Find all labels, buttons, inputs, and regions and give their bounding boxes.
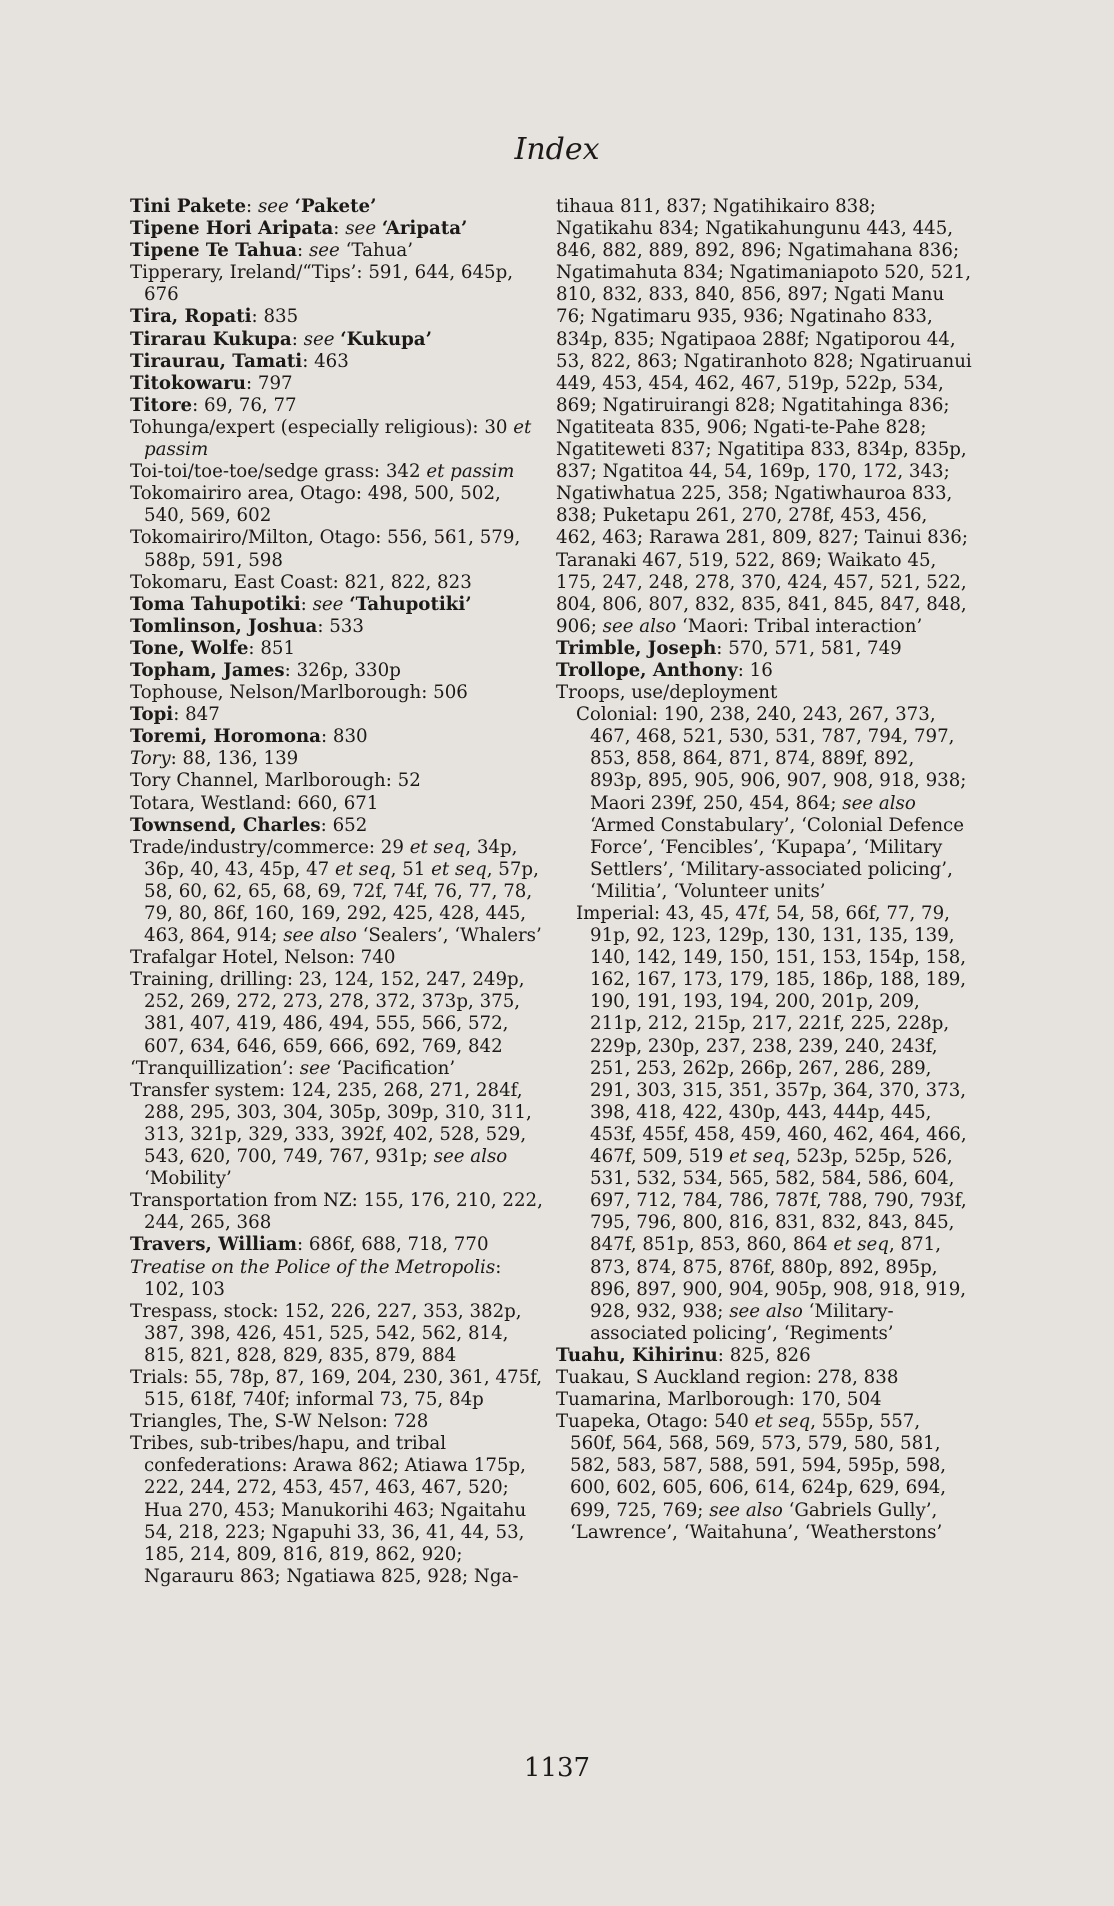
entry-text: Colonial: 190, 238, 240, 243, 267, 373, 467, 468, 521, 530, 531, 787, 794, 797, 853, 858, 864, 871, 874, 889f, 892, 893p, 895, 905, 906, 907, 908, 918, 938; Maori 239f, 250, 454, 864;: [576, 704, 967, 814]
index-entry: [130, 638, 546, 660]
index-entry: [556, 660, 972, 682]
index-entry: [130, 1367, 546, 1411]
index-entry: [130, 594, 546, 616]
index-entry: [130, 616, 546, 638]
index-entry: [130, 218, 546, 240]
entry-text: : 570, 571, 581, 749: [716, 637, 902, 659]
entry-italic: see also: [602, 615, 677, 637]
entry-italic: et seq: [754, 1411, 811, 1433]
entry-text: : 102, 103: [144, 1256, 502, 1300]
entry-heading: Townsend, Charles: [130, 814, 321, 836]
index-entry: [130, 196, 546, 218]
entry-text: : 16: [737, 659, 773, 681]
index-entry: [130, 837, 546, 947]
index-entry: [130, 395, 546, 417]
entry-text: ‘Pacification’: [330, 1057, 456, 1079]
entry-text: : 835: [251, 306, 299, 328]
page-number: 1137: [523, 1753, 591, 1783]
index-entry: [130, 329, 546, 351]
entry-text: : 652: [320, 814, 368, 836]
entry-text: :: [297, 240, 309, 262]
entry-text: Tophouse, Nelson/Marlborough: 506: [130, 682, 468, 704]
index-column-right: [556, 196, 972, 1544]
index-entry: [556, 1367, 972, 1389]
entry-heading: Tuahu, Kihirinu: [556, 1344, 718, 1366]
entry-text: ‘Mobility’: [144, 1168, 232, 1190]
entry-text: ‘Gabriels Gully’, ‘Lawrence’, ‘Waitahuna’, ‘Weatherstons’: [570, 1499, 943, 1543]
entry-text: tihaua 811, 837; Ngatihikairo 838; Ngatikahu 834; Ngatikahungunu 443, 445, 846, 882, 889, 892, 896; Ngatimahana 836; Ngatimahuta 834; Ngatimaniapoto 520, 521, 810, 832, 833, 840, 856, 897; Ngati Manu 76; Ngatimaru 935, 936; Ngatinaho 833, 834p, 835; Ngatipaoa 288f; Ngatiporou 44, 53, 822, 863; Ngatiranhoto 828; Ngatiruanui 449, 453, 454, 462, 467, 519p, 522p, 534, 869; Ngatiruirangi 828; Ngatitahinga 836; Ngatiteata 835, 906; Ngati-te-Pahe 828; Ngatiteweti 837; Ngatitipa 833, 834p, 835p, 837; Ngatitoa 44, 54, 169p, 170, 172, 343; Ngatiwhatua 225, 358; Ngatiwhauroa 833, 838; Puketapu 261, 270, 278f, 453, 456, 462, 463; Rarawa 281, 809, 827; Tainui 836; Taranaki 467, 519, 522, 869; Waikato 45, 175, 247, 248, 278, 370, 424, 457, 521, 522, 804, 806, 807, 832, 835, 841, 845, 847, 848, 906;: [556, 196, 972, 637]
entry-text: Tuapeka, Otago: 540: [556, 1411, 755, 1433]
entry-text: : 686f, 688, 718, 770: [296, 1234, 489, 1256]
entry-text: : 463: [302, 350, 349, 372]
entry-text: Tribes, sub-tribes/hapu, and tribal confederations: Arawa 862; Atiawa 175p, 222, 244, 272, 453, 457, 463, 467, 520; Hua 270, 453; Manukorihi 463; Ngaitahu 54, 218, 223; Ngapuhi 33, 36, 41, 44, 53, 185, 214, 809, 816, 819, 862, 920; Ngarauru 863; Ngatiawa 825, 928; Nga-: [130, 1433, 527, 1587]
entry-text: Trials: 55, 78p, 87, 169, 204, 230, 361, 475f, 515, 618f, 740f; informal 73, 75, 84p: [130, 1366, 542, 1411]
index-entry: [130, 947, 546, 969]
entry-text: : 830: [320, 726, 368, 748]
entry-text: : 847: [173, 704, 220, 726]
entry-heading: Topham, James: [130, 659, 285, 681]
entry-text: Tipperary, Ireland/“Tips’: 591, 644, 645p, 676: [130, 262, 514, 306]
entry-text: ‘Maori: Tribal interaction’: [676, 615, 923, 637]
entry-text: : 851: [248, 637, 296, 659]
entry-text: , 871, 873, 874, 875, 876f, 880p, 892, 895p, 896, 897, 900, 904, 905p, 908, 918, 919, 928, 932, 938;: [590, 1234, 967, 1322]
entry-italic: et seq: [833, 1234, 889, 1256]
entry-italic: see also: [433, 1146, 508, 1168]
entry-text: Tokomairiro/Milton, Otago: 556, 561, 579, 588p, 591, 598: [130, 527, 521, 571]
entry-text: Transportation from NZ: 155, 176, 210, 222, 244, 265, 368: [130, 1190, 543, 1234]
index-entry: [130, 527, 546, 571]
index-entry: [556, 1389, 972, 1411]
entry-text: , 523p, 525p, 526, 531, 532, 534, 565, 582, 584, 586, 604, 697, 712, 784, 786, 787f, 788, 790, 793f, 795, 796, 800, 816, 831, 832, 843, 845, 847f, 851p, 853, 860, 864: [590, 1146, 967, 1256]
entry-text: Tuamarina, Marlborough: 170, 504: [556, 1389, 882, 1411]
entry-italic: see also: [729, 1300, 803, 1322]
index-entry: [130, 1234, 546, 1256]
entry-heading: Titore: [130, 394, 193, 416]
entry-text: : 88, 136, 139: [170, 748, 299, 770]
index-entry: [130, 417, 546, 461]
index-entry: [130, 660, 546, 682]
entry-text: Tokomaru, East Coast: 821, 822, 823: [130, 571, 472, 593]
entry-heading: Tirarau Kukupa: [130, 328, 292, 350]
entry-text: , 57p, 58, 60, 62, 65, 68, 69, 72f, 74f, 76, 77, 78, 79, 80, 86f, 160, 169, 292, 425, 428, 445, 463, 864, 914;: [144, 858, 539, 947]
index-subentry: [556, 704, 972, 903]
index-entry: [556, 1411, 972, 1544]
entry-text: Transfer system: 124, 235, 268, 271, 284f, 288, 295, 303, 304, 305p, 309p, 310, 311, 313, 321p, 329, 333, 392f, 402, 528, 529, 543, 620, 700, 749, 767, 931p;: [130, 1079, 532, 1168]
index-entry: [130, 815, 546, 837]
entry-italic: Treatise on the Police of the Metropolis: [130, 1256, 496, 1278]
entry-text: :: [291, 328, 304, 350]
entry-heading: ‘Kukupa’: [340, 328, 432, 350]
entry-italic: see also: [842, 792, 916, 814]
index-entry: [130, 748, 546, 770]
entry-italic: see also: [283, 925, 357, 947]
index-entry: [130, 969, 546, 1057]
entry-italic: et seq: [409, 836, 466, 858]
entry-heading: Trimble, Joseph: [556, 637, 717, 659]
page-title: Index: [514, 132, 600, 167]
index-entry: [130, 373, 546, 395]
entry-text: Toi-toi/toe-toe/sedge grass: 342: [130, 461, 427, 483]
entry-italic: see: [308, 240, 340, 262]
entry-heading: Tini Pakete: [130, 196, 247, 217]
index-entry: [130, 461, 546, 483]
entry-italic: see: [299, 1057, 331, 1079]
index-entry: [130, 262, 546, 306]
entry-heading: Tipene Hori Aripata: [130, 218, 334, 240]
index-entry: [556, 1345, 972, 1367]
entry-heading: Tone, Wolfe: [130, 637, 249, 659]
entry-text: Trespass, stock: 152, 226, 227, 353, 382p, 387, 398, 426, 451, 525, 542, 562, 814, 815, 821, 828, 829, 835, 879, 884: [130, 1300, 522, 1366]
entry-text: , 51: [390, 858, 432, 880]
entry-text: Troops, use/deployment: [556, 682, 778, 704]
index-entry: [130, 1411, 546, 1433]
entry-heading: Tipene Te Tahua: [130, 240, 298, 262]
entry-text: :: [246, 196, 258, 217]
index-entry: [130, 1058, 546, 1080]
index-entry: [556, 638, 972, 660]
entry-text: Totara, Westland: 660, 671: [130, 792, 379, 814]
entry-text: , 555p, 557, 560f, 564, 568, 569, 573, 579, 580, 581, 582, 583, 587, 588, 591, 594, 595p, 598, 600, 602, 605, 606, 614, 624p, 629, 694, 699, 725, 769;: [570, 1411, 947, 1521]
entry-italic: et seq: [431, 858, 487, 880]
entry-text: Tohunga/expert (especially religious): 30: [130, 416, 514, 438]
entry-text: Imperial: 43, 45, 47f, 54, 58, 66f, 77, 79, 91p, 92, 123, 129p, 130, 131, 135, 139, 140, 142, 149, 150, 151, 153, 154p, 158, 162, 167, 173, 179, 185, 186p, 188, 189, 190, 191, 193, 194, 200, 201p, 209, 211p, 212, 215p, 217, 221f, 225, 228p, 229p, 230p, 237, 238, 239, 240, 243f, 251, 253, 262p, 266p, 267, 286, 289, 291, 303, 315, 351, 357p, 364, 370, 373, 398, 418, 422, 430p, 443, 444p, 445, 453f, 455f, 458, 459, 460, 462, 464, 466, 467f, 509, 519: [576, 903, 967, 1168]
entry-italic: et seq: [335, 858, 391, 880]
entry-text: : 797: [245, 372, 293, 394]
entry-heading: Tiraurau, Tamati: [130, 350, 303, 372]
entry-heading: Travers, William: [130, 1234, 297, 1256]
entry-italic: see: [303, 328, 335, 350]
entry-text: :: [333, 218, 346, 240]
entry-text: Tory Channel, Marlborough: 52: [130, 770, 421, 792]
entry-italic: et seq: [729, 1146, 785, 1168]
entry-text: Triangles, The, S-W Nelson: 728: [130, 1411, 429, 1433]
entry-heading: Toma Tahupotiki: [130, 593, 301, 615]
entry-text: Trafalgar Hotel, Nelson: 740: [130, 947, 396, 969]
entry-italic: et passim: [144, 416, 532, 461]
index-column-left: [130, 196, 546, 1588]
index-entry: [130, 704, 546, 726]
index-entry: [130, 793, 546, 815]
entry-text: Tokomairiro area, Otago: 498, 500, 502, 540, 569, 602: [130, 483, 501, 527]
entry-heading: ‘Pakete’: [294, 196, 377, 217]
entry-italic: see: [312, 593, 344, 615]
entry-heading: ‘Tahupotiki’: [349, 593, 472, 615]
entry-italic: Tory: [130, 748, 171, 770]
entry-text: : 326p, 330p: [284, 659, 401, 681]
entry-text: ‘Armed Constabulary’, ‘Colonial Defence Force’, ‘Fencibles’, ‘Kupapa’, ‘Military Settlers’, ‘Military-associated policing’, ‘Militia’, ‘Volunteer units’: [590, 814, 964, 902]
index-entry: [130, 1257, 546, 1301]
index-entry: [130, 682, 546, 704]
index-entry: [130, 1433, 546, 1588]
index-entry: [130, 726, 546, 748]
entry-heading: Trollope, Anthony: [556, 659, 738, 681]
index-entry: [130, 1190, 546, 1234]
entry-heading: Toremi, Horomona: [130, 726, 321, 748]
entry-text: Trade/industry/commerce: 29: [130, 836, 410, 858]
index-entry: [130, 572, 546, 594]
entry-text: : 533: [317, 615, 364, 637]
entry-text: ‘Military-associated policing’, ‘Regiments’: [590, 1300, 894, 1344]
entry-text: :: [300, 593, 313, 615]
index-entry: [130, 351, 546, 373]
entry-text: ‘Tranquillization’:: [130, 1057, 300, 1079]
entry-heading: Tomlinson, Joshua: [130, 615, 318, 637]
index-entry-continuation: [556, 196, 972, 638]
entry-heading: Tira, Ropati: [130, 306, 252, 328]
entry-text: , 34p, 36p, 40, 43, 45p, 47: [144, 836, 518, 880]
entry-text: Training, drilling: 23, 124, 152, 247, 249p, 252, 269, 272, 273, 278, 372, 373p, 375, 381, 407, 419, 486, 494, 555, 566, 572, 607, 634, 646, 659, 666, 692, 769, 842: [130, 969, 525, 1057]
entry-heading: Topi: [130, 704, 174, 726]
entry-text: : 825, 826: [717, 1344, 811, 1366]
index-subentry: [556, 903, 972, 1345]
entry-text: ‘Tahua’: [339, 240, 413, 262]
index-entry: [130, 306, 546, 328]
entry-text: : 69, 76, 77: [192, 394, 297, 416]
entry-text: ‘Sealers’, ‘Whalers’: [356, 925, 542, 947]
entry-italic: see: [257, 196, 289, 217]
index-entry: [130, 483, 546, 527]
index-entry: [556, 682, 972, 704]
entry-italic: et passim: [426, 461, 515, 483]
index-entry: [130, 1301, 546, 1367]
entry-italic: see also: [709, 1499, 783, 1521]
entry-text: Tuakau, S Auckland region: 278, 838: [556, 1366, 899, 1388]
entry-heading: ‘Aripata’: [381, 218, 468, 240]
entry-italic: see: [345, 218, 377, 240]
index-entry: [130, 770, 546, 792]
index-entry: [130, 240, 546, 262]
index-entry: [130, 1080, 546, 1190]
entry-heading: Titokowaru: [130, 372, 246, 394]
